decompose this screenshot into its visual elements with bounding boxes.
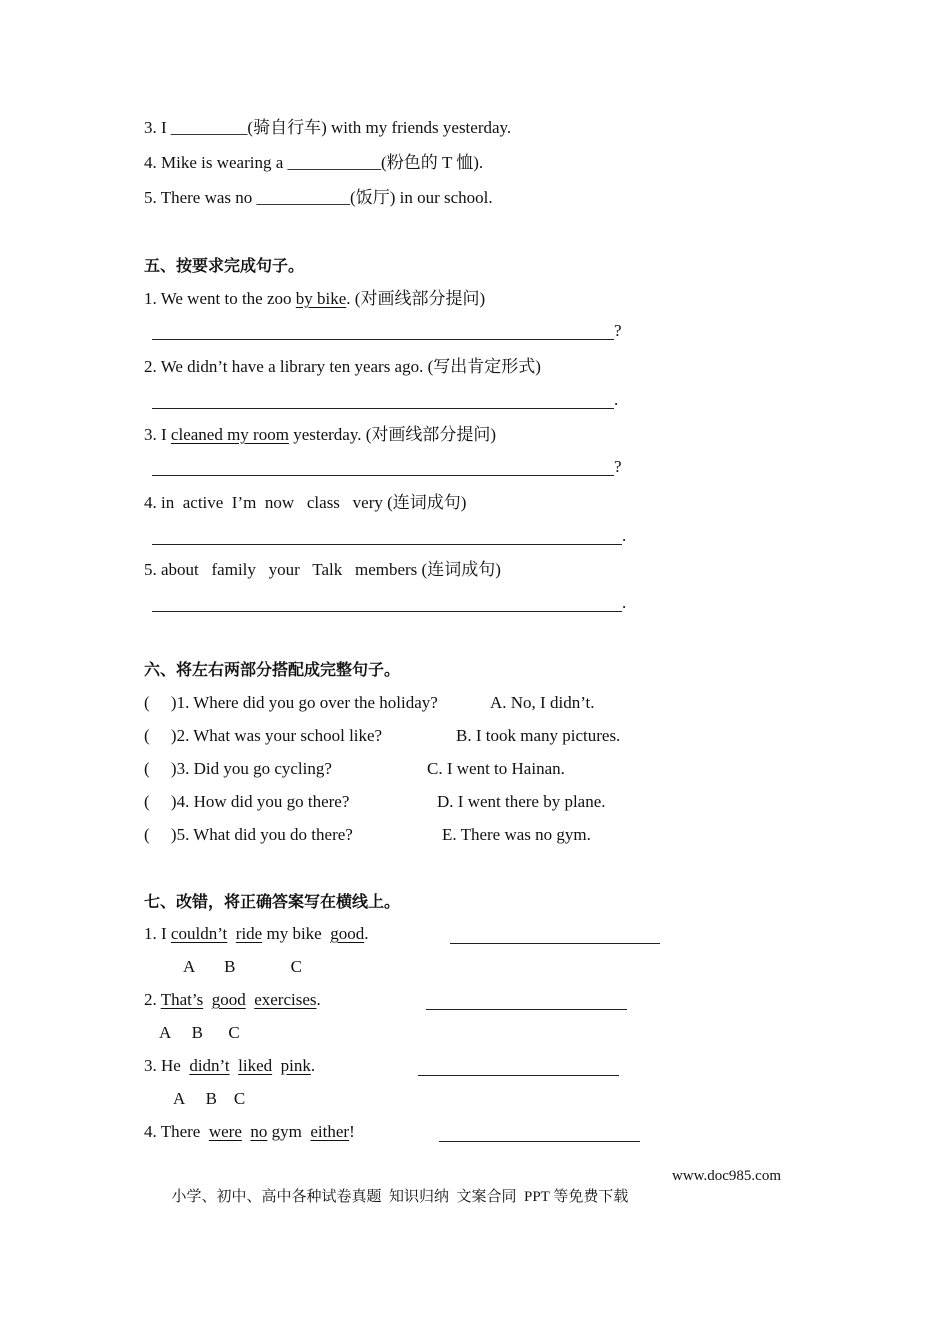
match-right: E. There was no gym. bbox=[442, 825, 591, 844]
correction-item: 2. That’s good exercises. bbox=[144, 990, 321, 1009]
answer-line[interactable] bbox=[152, 611, 622, 612]
option-labels: A B C bbox=[183, 957, 303, 976]
section-6-title: 六、将左右两部分搭配成完整句子。 bbox=[144, 660, 401, 679]
answer-line[interactable] bbox=[152, 544, 622, 545]
match-right: B. I took many pictures. bbox=[456, 726, 621, 745]
match-left: ( )4. How did you go there? bbox=[144, 792, 350, 811]
section-5-title: 五、按要求完成句子。 bbox=[144, 256, 305, 275]
answer-line[interactable] bbox=[152, 339, 614, 340]
answer-line[interactable] bbox=[152, 475, 614, 476]
answer-line[interactable] bbox=[450, 943, 660, 944]
sentence-item: 3. I cleaned my room yesterday. (对画线部分提问) bbox=[144, 425, 497, 444]
sentence-item: 4. in active I’m now class very (连词成句) bbox=[144, 493, 467, 512]
end-punctuation: . bbox=[622, 526, 627, 545]
answer-line[interactable] bbox=[152, 408, 614, 409]
correction-item: 3. He didn’t liked pink. bbox=[144, 1056, 316, 1075]
match-left: ( )3. Did you go cycling? bbox=[144, 759, 332, 778]
end-punctuation: . bbox=[622, 593, 627, 612]
option-labels: A B C bbox=[159, 1023, 240, 1042]
match-right: D. I went there by plane. bbox=[437, 792, 606, 811]
sentence-item: 5. about family your Talk members (连词成句) bbox=[144, 560, 501, 579]
footer-url[interactable]: www.doc985.com bbox=[672, 1168, 782, 1184]
end-punctuation: ? bbox=[614, 457, 622, 476]
correction-item: 4. There were no gym either! bbox=[144, 1122, 355, 1141]
section-7-title: 七、改错，将正确答案写在横线上。 bbox=[144, 892, 401, 911]
fill-item: 5. There was no ___________(饭厅) in our school. bbox=[144, 188, 493, 207]
option-labels: A B C bbox=[173, 1089, 246, 1108]
answer-line[interactable] bbox=[418, 1075, 619, 1076]
match-right: C. I went to Hainan. bbox=[427, 759, 565, 778]
match-left: ( )1. Where did you go over the holiday? bbox=[144, 693, 438, 712]
footer-text: 小学、初中、高中各种试卷真题 知识归纳 文案合同 PPT 等免费下载 bbox=[171, 1189, 629, 1205]
match-right: A. No, I didn’t. bbox=[490, 693, 595, 712]
end-punctuation: ? bbox=[614, 321, 622, 340]
correction-item: 1. I couldn’t ride my bike good. bbox=[144, 924, 369, 943]
answer-line[interactable] bbox=[426, 1009, 627, 1010]
footer bbox=[164, 1168, 782, 1223]
end-punctuation: . bbox=[614, 390, 619, 409]
sentence-item: 2. We didn’t have a library ten years ago. (写出肯定形式) bbox=[144, 357, 541, 376]
answer-line[interactable] bbox=[439, 1141, 640, 1142]
match-left: ( )2. What was your school like? bbox=[144, 726, 383, 745]
sentence-item: 1. We went to the zoo by bike. (对画线部分提问) bbox=[144, 289, 486, 308]
fill-item: 3. I _________(骑自行车) with my friends yesterday. bbox=[144, 118, 512, 137]
fill-item: 4. Mike is wearing a ___________(粉色的 T 恤). bbox=[144, 153, 484, 172]
match-left: ( )5. What did you do there? bbox=[144, 825, 353, 844]
